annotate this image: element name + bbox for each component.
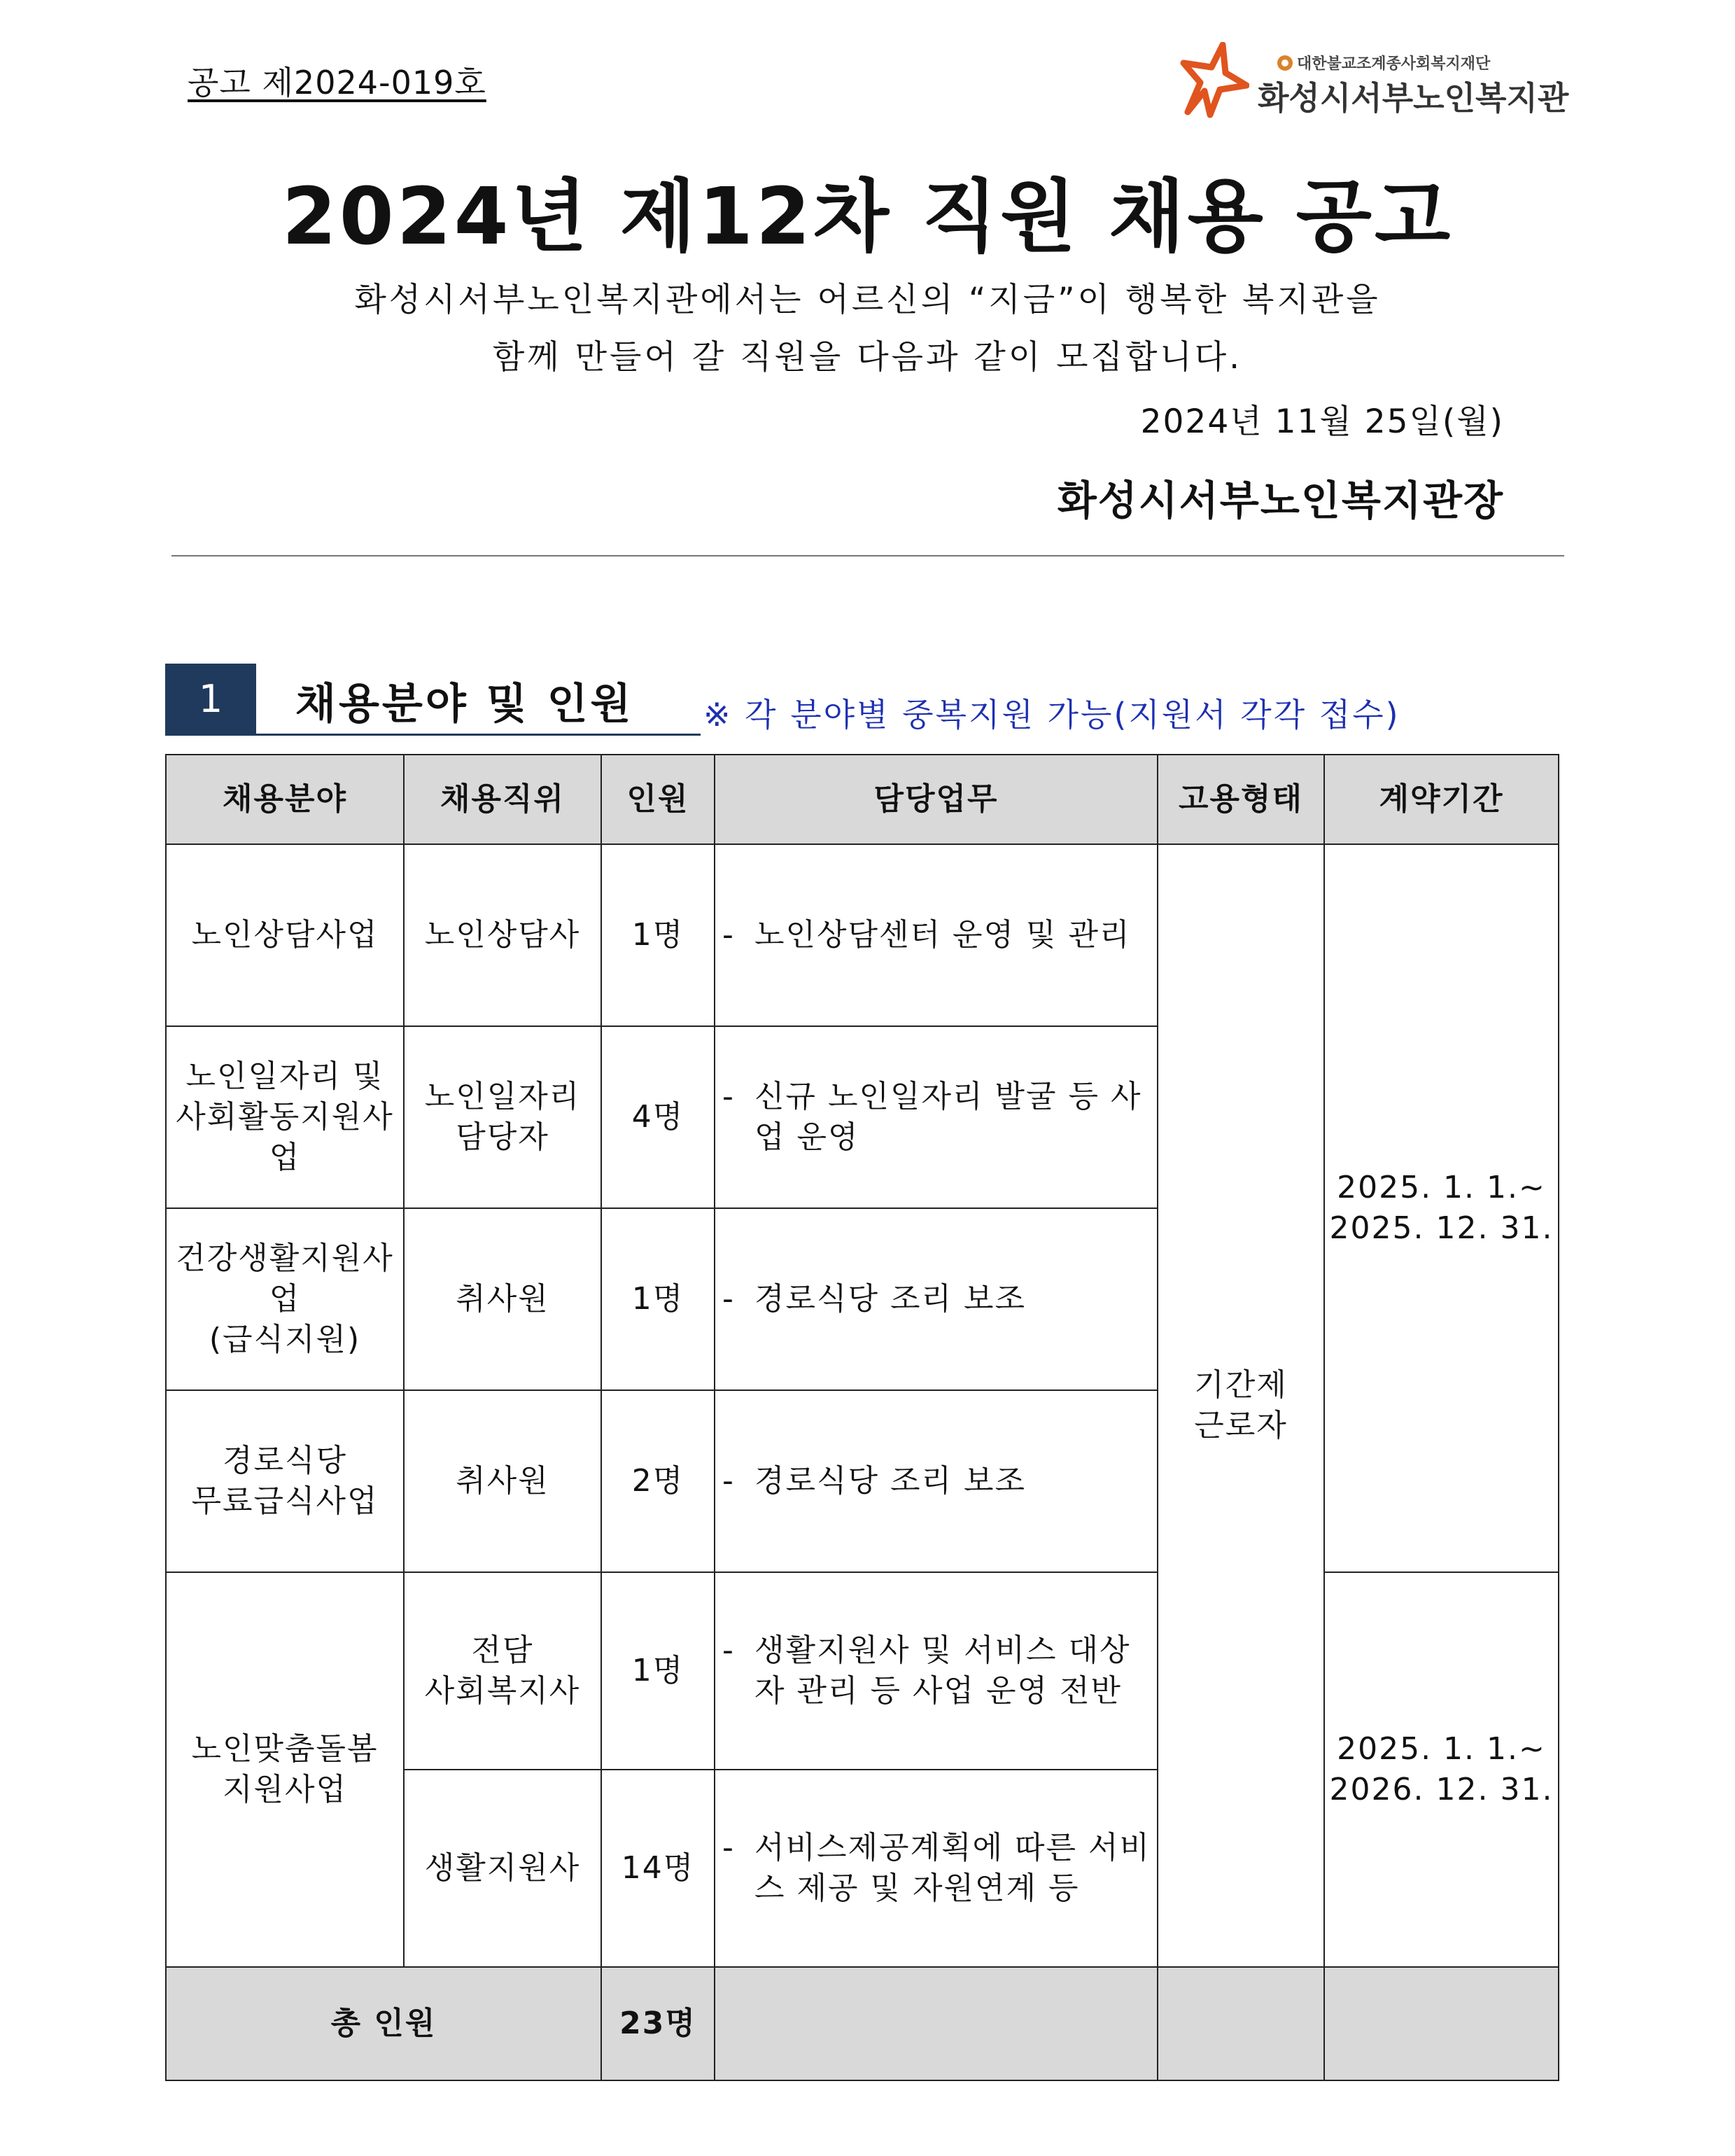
- logo-name: 화성시서부노인복지관: [1258, 79, 1569, 117]
- table-header-row: [166, 755, 1559, 844]
- total-count: 23명: [601, 1967, 715, 2080]
- total-empty-cell: [1324, 1967, 1559, 2080]
- section-number-badge: 1: [165, 664, 256, 734]
- count-cell: 1명: [601, 1572, 715, 1770]
- header-duty: 담당업무: [715, 755, 1158, 844]
- logo-foundation-text: 대한불교조계종사회복지재단: [1277, 52, 1490, 74]
- table-row: [166, 844, 1559, 1026]
- position-cell: 취사원: [404, 1390, 601, 1572]
- field-cell: 건강생활지원사업 (급식지원): [166, 1208, 404, 1390]
- employment-type-cell: 기간제 근로자: [1158, 844, 1324, 1967]
- intro-line-1: 화성시서부노인복지관에서는 어르신의 “지금”이 행복한 복지관을: [354, 281, 1381, 319]
- position-cell: 생활지원사: [404, 1770, 601, 1967]
- duty-cell: - 경로식당 조리 보조: [715, 1390, 1158, 1572]
- position-cell: 취사원: [404, 1208, 601, 1390]
- signatory: 화성시서부노인복지관장: [1057, 477, 1504, 524]
- header-contract-period: 계약기간: [1324, 755, 1559, 844]
- notice-number: 공고 제2024-019호: [188, 64, 486, 102]
- field-cell: 경로식당 무료급식사업: [166, 1390, 404, 1572]
- header-field: 채용분야: [166, 755, 404, 844]
- duty-cell: - 서비스제공계획에 따른 서비스 제공 및 자원연계 등: [715, 1770, 1158, 1967]
- intro-text: [0, 272, 1735, 386]
- header-employment-type: 고용형태: [1158, 755, 1324, 844]
- table-row: [166, 1572, 1559, 1770]
- position-cell: 노인일자리 담당자: [404, 1026, 601, 1208]
- count-cell: 2명: [601, 1390, 715, 1572]
- duty-cell: - 경로식당 조리 보조: [715, 1208, 1158, 1390]
- field-cell: 노인상담사업: [166, 844, 404, 1026]
- logo-dharma-icon: [1277, 55, 1293, 71]
- field-cell: 노인맞춤돌봄 지원사업: [166, 1572, 404, 1967]
- header-divider: [171, 555, 1564, 556]
- contract-period-cell: 2025. 1. 1.~ 2026. 12. 31.: [1324, 1572, 1559, 1967]
- page-title: 2024년 제12차 직원 채용 공고: [281, 172, 1454, 262]
- recruitment-table: [165, 754, 1559, 2081]
- duty-cell: - 생활지원사 및 서비스 대상자 관리 등 사업 운영 전반: [715, 1572, 1158, 1770]
- contract-period-cell: 2025. 1. 1.~ 2025. 12. 31.: [1324, 844, 1559, 1572]
- position-cell: 노인상담사: [404, 844, 601, 1026]
- logo-emblem-icon: [1179, 42, 1249, 119]
- total-row: [166, 1967, 1559, 2080]
- header-position: 채용직위: [404, 755, 601, 844]
- count-cell: 14명: [601, 1770, 715, 1967]
- organization-logo: [1179, 42, 1571, 119]
- count-cell: 1명: [601, 844, 715, 1026]
- total-label: 총 인원: [166, 1967, 601, 2080]
- duty-cell: - 노인상담센터 운영 및 관리: [715, 844, 1158, 1026]
- field-cell: 노인일자리 및 사회활동지원사업: [166, 1026, 404, 1208]
- section-note: ※ 각 분야별 중복지원 가능(지원서 각각 접수): [703, 696, 1400, 734]
- header-count: 인원: [601, 755, 715, 844]
- count-cell: 4명: [601, 1026, 715, 1208]
- position-cell: 전담 사회복지사: [404, 1572, 601, 1770]
- section-underline: [165, 734, 701, 736]
- intro-line-2: 함께 만들어 갈 직원을 다음과 같이 모집합니다.: [492, 338, 1243, 377]
- total-empty-cell: [715, 1967, 1158, 2080]
- section-title: 채용분야 및 인원: [295, 680, 634, 729]
- count-cell: 1명: [601, 1208, 715, 1390]
- notice-date: 2024년 11월 25일(월): [1140, 402, 1504, 441]
- duty-cell: - 신규 노인일자리 발굴 등 사업 운영: [715, 1026, 1158, 1208]
- total-empty-cell: [1158, 1967, 1324, 2080]
